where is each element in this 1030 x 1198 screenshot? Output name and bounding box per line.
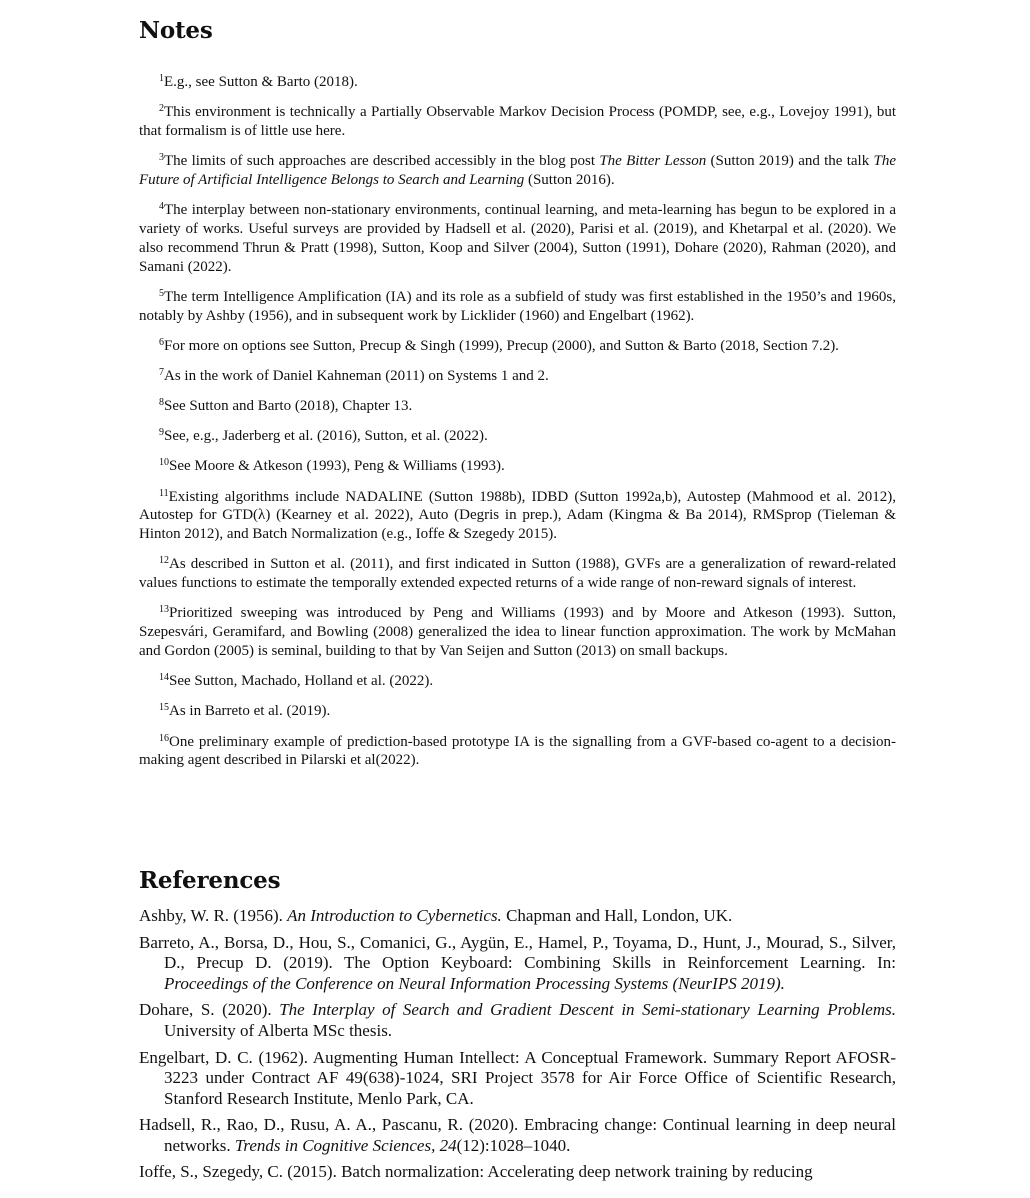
- footnote: [139, 427, 896, 446]
- notes-list: [139, 73, 896, 782]
- blog-title: The Bitter Lesson: [599, 153, 707, 170]
- footnote: [139, 604, 896, 660]
- reference-text: Ashby, W. R. (1956).: [139, 906, 288, 925]
- reference-title: Proceedings of the Conference on Neural Information Processing Systems (NeurIPS 2019).: [164, 973, 785, 993]
- footnote-text: E.g., see Sutton & Barto (2018).: [164, 74, 358, 90]
- notes-heading: Notes: [139, 17, 213, 44]
- reference-text: University of Alberta MSc thesis.: [164, 1020, 393, 1040]
- footnote-number: 16: [159, 732, 169, 744]
- reference-entry: [139, 933, 896, 995]
- footnote-number: 13: [159, 604, 169, 616]
- reference-text: Dohare, S. (2020).: [139, 1000, 280, 1020]
- footnote: [139, 702, 896, 721]
- footnote-text: For more on options see Sutton, Precup & Singh (1999), Precup (2000), and Sutton & Barto (2018, Section 7.2).: [164, 337, 839, 354]
- footnote-text: Prioritized sweeping was introduced by Peng and Williams (1993) and by Moore and Atkeson (1993). Sutton, Szepesvári, Geramifard, and Bowling (2008) generalized the idea to linear function approximation. The work by McMahan and Gordon (2005) is seminal, building to that by Van Seijen and Sutton (2013) on small backups.: [139, 605, 896, 660]
- footnote: [139, 672, 896, 691]
- footnote-text: The interplay between non-stationary environments, continual learning, and meta-learning has begun to be explored in a variety of works. Useful surveys are provided by Hadsell et al. (2020), Parisi et al. (2019), and Khetarpal et al. (2020). We also recommend Thrun & Pratt (1998), Sutton, Koop and Silver (2004), Sutton (1991), Dohare (2020), Rahman (2020), and Samani (2022).: [139, 202, 896, 275]
- footnote-text: See Moore & Atkeson (1993), Peng & Williams (1993).: [169, 458, 505, 475]
- reference-text: Hadsell, R., Rao, D., Rusu, A. A., Pascanu, R. (2020). Embracing change: Continual learning in deep neural networks.: [139, 1115, 896, 1155]
- footnote-number: 10: [159, 457, 169, 469]
- footnote: [139, 457, 896, 476]
- footnote: [139, 201, 896, 276]
- reference-entry: [139, 1000, 896, 1041]
- footnote: [139, 337, 896, 356]
- references-heading: References: [139, 867, 281, 894]
- footnote-number: 5: [159, 287, 164, 299]
- footnote-text: See Sutton and Barto (2018), Chapter 13.: [164, 398, 413, 415]
- footnote-text: See Sutton, Machado, Holland et al. (2022).: [169, 673, 434, 690]
- reference-text: Chapman and Hall, London, UK.: [501, 906, 733, 925]
- footnote-text: This environment is technically a Partially Observable Markov Decision Process (POMDP, see, e.g., Lovejoy 1991), but that formalism is of little use here.: [139, 104, 896, 139]
- footnote-text: The limits of such approaches are described accessibly in the blog post: [164, 153, 600, 170]
- reference-text: Engelbart, D. C. (1962). Augmenting Human Intellect: A Conceptual Framework. Summary Report AFOSR-3223 under Contract AF 49(638)-1024, SRI Project 3578 for Air Force Office of Scientific Research, Stanford Research Institute, Menlo Park, CA.: [139, 1047, 896, 1108]
- reference-title: An Introduction to Cybernetics.: [287, 906, 502, 925]
- reference-entry: [139, 906, 896, 927]
- footnote-text: Existing algorithms include NADALINE (Sutton 1988b), IDBD (Sutton 1992a,b), Autostep (Mahmood et al. 2012), Autostep for GTD(λ) (Kearney et al. 2022), Auto (Degris in prep.), Adam (Kingma & Ba 2014), RMSprop (Tieleman & Hinton 2012), and Batch Normalization (e.g., Ioffe & Szegedy 2015).: [139, 488, 896, 543]
- footnote-text: (Sutton 2016).: [524, 171, 615, 188]
- footnote-text: See, e.g., Jaderberg et al. (2016), Sutton, et al. (2022).: [164, 428, 488, 445]
- reference-title: Trends in Cognitive Sciences, 24: [234, 1135, 457, 1155]
- footnote-number: 4: [159, 201, 164, 213]
- footnote-number: 6: [159, 336, 164, 348]
- reference-text: Ioffe, S., Szegedy, C. (2015). Batch normalization: Accelerating deep network training by reducing: [139, 1162, 813, 1182]
- reference-entry: [139, 1162, 896, 1183]
- reference-text: Barreto, A., Borsa, D., Hou, S., Comanici, G., Aygün, E., Hamel, P., Toyama, D., Hunt, J., Mourad, S., Silver, D., Precup D. (2019). The Option Keyboard: Combining Skills in Reinforcement Learning. In:: [139, 932, 896, 973]
- footnote-number: 2: [159, 103, 164, 115]
- footnote: [139, 555, 896, 593]
- footnote-text: One preliminary example of prediction-based prototype IA is the signalling from a GVF-based co-agent to a decision-making agent described in Pilarski et al(2022).: [139, 733, 896, 769]
- footnote-number: 3: [159, 152, 164, 164]
- reference-text: (12):1028–1040.: [456, 1135, 571, 1155]
- footnote-number: 14: [159, 672, 169, 684]
- footnote-number: 7: [159, 366, 164, 378]
- footnote: [139, 73, 896, 92]
- footnote-text: As described in Sutton et al. (2011), and first indicated in Sutton (1988), GVFs are a generalization of reward-related values functions to estimate the temporally extended expected returns of a wide range of non-reward signals of interest.: [139, 556, 896, 592]
- footnote: [139, 103, 896, 141]
- footnote-text: The term Intelligence Amplification (IA) and its role as a subfield of study was first established in the 1950’s and 1960s, notably by Ashby (1956), and in subsequent work by Licklider (1960) and Engelbart (1962).: [139, 288, 896, 324]
- footnote-text: (Sutton 2019) and the talk: [706, 153, 874, 170]
- talk-title: The Future of Artificial Intelligence Belongs to Search and Learning: [139, 153, 896, 188]
- footnote: [139, 488, 896, 544]
- references-list: [139, 906, 896, 1189]
- footnote-number: 11: [159, 487, 169, 499]
- reference-entry: [139, 1115, 896, 1156]
- reference-entry: [139, 1048, 896, 1110]
- footnote-text: As in the work of Daniel Kahneman (2011) on Systems 1 and 2.: [164, 367, 549, 384]
- footnote-number: 1: [159, 73, 164, 84]
- reference-title: The Interplay of Search and Gradient Descent in Semi-stationary Learning Problems.: [279, 1000, 896, 1020]
- footnote-number: 8: [159, 397, 164, 409]
- footnote: [139, 367, 896, 386]
- footnote-number: 15: [159, 702, 169, 714]
- footnote: [139, 397, 896, 416]
- footnote: [139, 733, 896, 771]
- footnote: [139, 288, 896, 326]
- footnote-number: 9: [159, 427, 164, 439]
- footnote-text: As in Barreto et al. (2019).: [169, 703, 331, 720]
- footnote-number: 12: [159, 555, 169, 567]
- footnote: [139, 152, 896, 190]
